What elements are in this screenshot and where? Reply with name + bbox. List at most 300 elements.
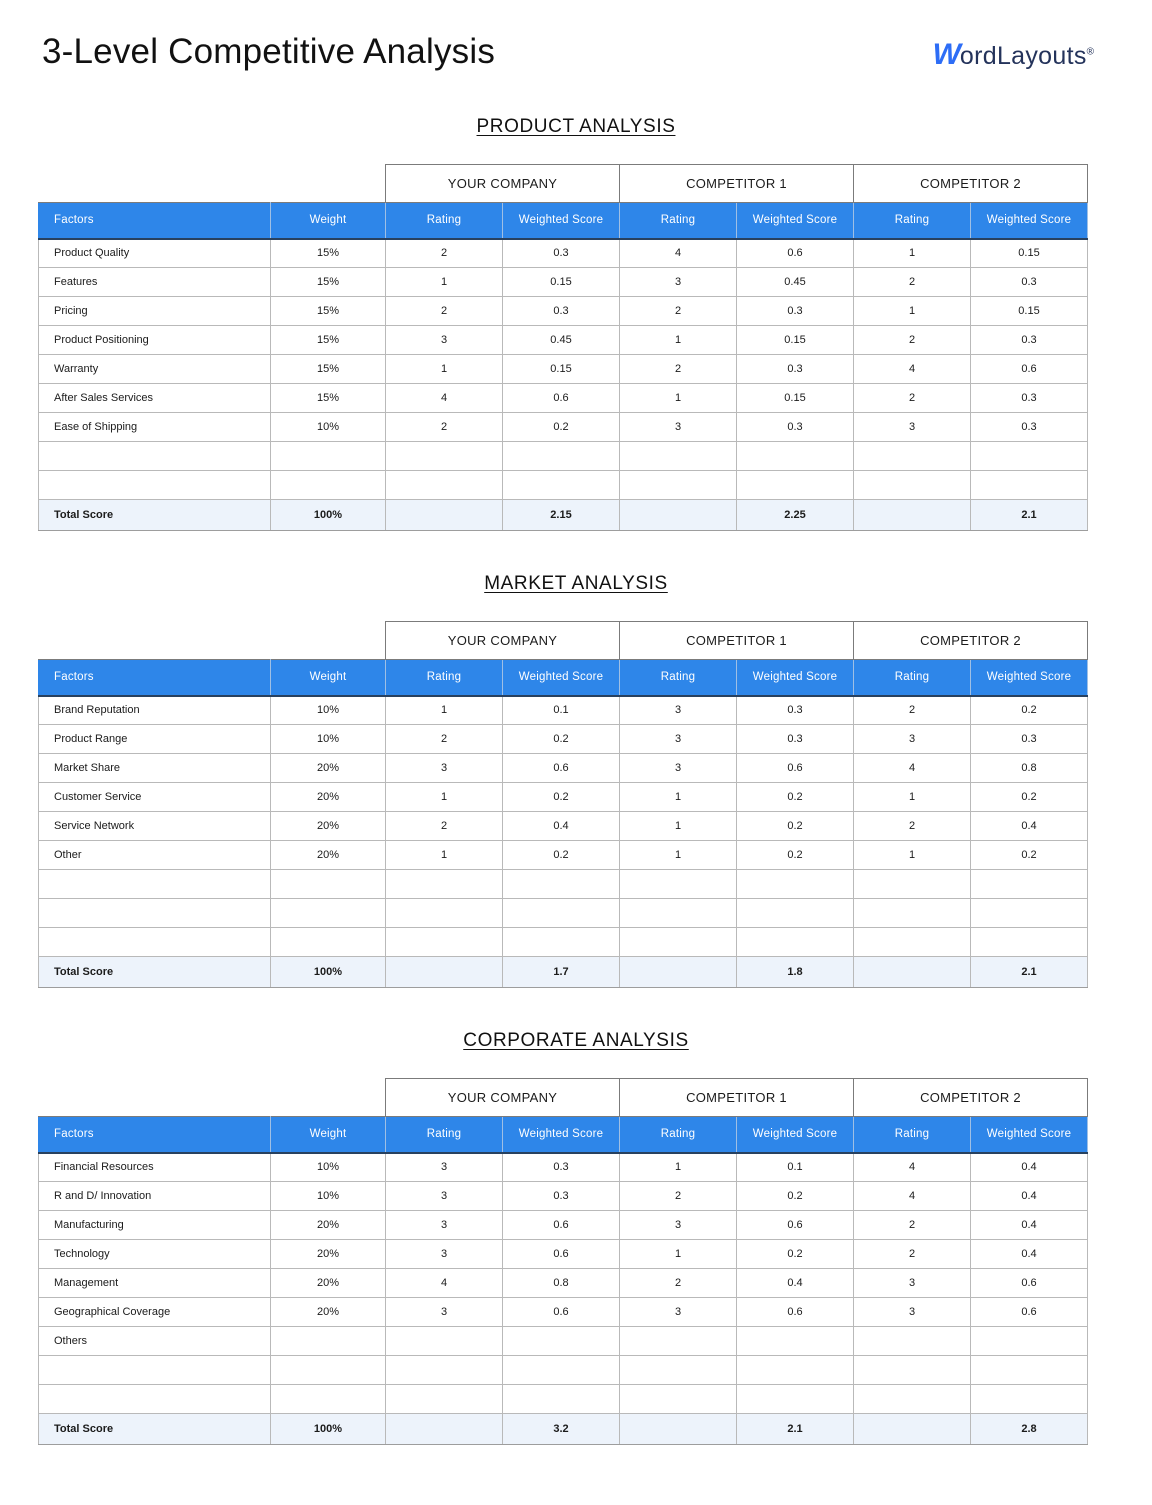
weighted-score-cell: 0.45 [737, 268, 854, 297]
weighted-score-header-cell: Weighted Score [737, 660, 854, 696]
company-header-cell: YOUR COMPANY [386, 165, 620, 203]
weighted-score-cell: 0.6 [971, 1269, 1088, 1298]
rating-cell: 1 [386, 783, 503, 812]
rating-cell: 3 [386, 1298, 503, 1327]
weighted-score-cell: 0.2 [737, 841, 854, 870]
rating-cell: 3 [620, 1298, 737, 1327]
empty-cell [503, 1356, 620, 1385]
factor-row [39, 1182, 1088, 1211]
factor-name-cell: Manufacturing [39, 1211, 271, 1240]
header-spacer-cell [39, 622, 386, 660]
rating-cell: 1 [620, 841, 737, 870]
weight-header-cell: Weight [271, 1117, 386, 1153]
company-header-cell: COMPETITOR 1 [620, 1079, 854, 1117]
factor-row [39, 413, 1088, 442]
rating-header-cell: Rating [386, 1117, 503, 1153]
weighted-score-cell: 0.2 [737, 1240, 854, 1269]
weight-cell: 15% [271, 268, 386, 297]
empty-cell [620, 1356, 737, 1385]
document-body [0, 116, 1152, 1505]
table-body [39, 696, 1088, 988]
rating-cell: 2 [620, 297, 737, 326]
total-score-cell: 2.1 [971, 957, 1088, 988]
empty-row [39, 471, 1088, 500]
weight-cell [271, 1327, 386, 1356]
weighted-score-cell: 0.1 [737, 1153, 854, 1182]
weight-cell: 15% [271, 384, 386, 413]
weighted-score-cell: 0.6 [971, 355, 1088, 384]
weighted-score-cell: 0.2 [971, 696, 1088, 725]
total-rating-cell [386, 500, 503, 531]
weighted-score-header-cell: Weighted Score [737, 1117, 854, 1153]
rating-cell [620, 1327, 737, 1356]
empty-row [39, 928, 1088, 957]
weighted-score-cell: 0.15 [971, 297, 1088, 326]
weighted-score-cell [737, 1327, 854, 1356]
rating-cell: 3 [620, 725, 737, 754]
factor-name-cell: Features [39, 268, 271, 297]
empty-cell [854, 928, 971, 957]
rating-cell [386, 1327, 503, 1356]
total-score-cell: 2.25 [737, 500, 854, 531]
rating-header-cell: Rating [386, 660, 503, 696]
rating-cell: 2 [854, 268, 971, 297]
header-spacer-cell [39, 1079, 386, 1117]
rating-header-cell: Rating [620, 1117, 737, 1153]
factor-name-cell: Pricing [39, 297, 271, 326]
total-score-cell: 2.8 [971, 1414, 1088, 1445]
factor-row [39, 1269, 1088, 1298]
table-body [39, 1153, 1088, 1445]
company-header-cell: YOUR COMPANY [386, 1079, 620, 1117]
weighted-score-cell: 0.4 [737, 1269, 854, 1298]
rating-cell: 3 [386, 1240, 503, 1269]
total-rating-cell [854, 957, 971, 988]
rating-cell: 3 [620, 754, 737, 783]
factor-name-cell [39, 442, 271, 471]
total-weight-cell: 100% [271, 1414, 386, 1445]
weighted-score-header-cell: Weighted Score [971, 203, 1088, 239]
weight-cell: 20% [271, 1240, 386, 1269]
section-heading: PRODUCT ANALYSIS [476, 116, 676, 137]
weighted-score-cell: 0.4 [971, 1211, 1088, 1240]
factor-name-cell: Product Positioning [39, 326, 271, 355]
empty-cell [971, 1356, 1088, 1385]
analysis-table [38, 621, 1088, 988]
weighted-score-cell: 0.3 [971, 384, 1088, 413]
weighted-score-cell: 0.15 [737, 384, 854, 413]
rating-cell: 2 [620, 1269, 737, 1298]
rating-cell: 2 [386, 239, 503, 268]
weight-cell: 20% [271, 1298, 386, 1327]
weight-cell: 15% [271, 355, 386, 384]
empty-cell [271, 870, 386, 899]
total-score-cell: 1.8 [737, 957, 854, 988]
weight-cell: 20% [271, 1211, 386, 1240]
factor-name-cell: Ease of Shipping [39, 413, 271, 442]
company-header-cell: COMPETITOR 2 [854, 1079, 1088, 1117]
factors-header-cell: Factors [39, 1117, 271, 1153]
empty-cell [737, 1385, 854, 1414]
empty-row [39, 1356, 1088, 1385]
rating-cell: 2 [854, 384, 971, 413]
factor-name-cell [39, 471, 271, 500]
weighted-score-cell: 0.15 [503, 268, 620, 297]
rating-header-cell: Rating [854, 203, 971, 239]
empty-cell [737, 899, 854, 928]
weighted-score-cell: 0.4 [503, 812, 620, 841]
factor-row [39, 754, 1088, 783]
weight-cell: 20% [271, 783, 386, 812]
rating-cell: 4 [854, 1153, 971, 1182]
empty-cell [971, 1385, 1088, 1414]
rating-cell: 1 [620, 1240, 737, 1269]
weighted-score-header-cell: Weighted Score [971, 660, 1088, 696]
factor-row [39, 384, 1088, 413]
company-header-cell: YOUR COMPANY [386, 622, 620, 660]
rating-cell: 3 [620, 1211, 737, 1240]
rating-header-cell: Rating [386, 203, 503, 239]
empty-cell [386, 471, 503, 500]
weighted-score-cell: 0.3 [737, 355, 854, 384]
empty-cell [620, 899, 737, 928]
rating-cell: 1 [620, 326, 737, 355]
rating-cell: 4 [620, 239, 737, 268]
empty-cell [737, 471, 854, 500]
total-weight-cell: 100% [271, 957, 386, 988]
empty-row [39, 1385, 1088, 1414]
rating-cell: 3 [854, 413, 971, 442]
weighted-score-cell: 0.2 [503, 725, 620, 754]
weighted-score-cell: 0.2 [503, 841, 620, 870]
company-header-row [39, 1079, 1088, 1117]
logo-w-mark: W [932, 38, 961, 71]
empty-cell [854, 1356, 971, 1385]
rating-cell: 1 [386, 268, 503, 297]
rating-cell: 4 [854, 754, 971, 783]
factor-name-cell [39, 928, 271, 957]
rating-cell: 1 [620, 1153, 737, 1182]
empty-cell [386, 870, 503, 899]
registered-trademark-icon: ® [1086, 46, 1094, 58]
weighted-score-cell: 0.6 [503, 1298, 620, 1327]
empty-cell [386, 1385, 503, 1414]
weighted-score-cell: 0.3 [737, 297, 854, 326]
weighted-score-cell [971, 1327, 1088, 1356]
table-body [39, 239, 1088, 531]
weight-cell: 10% [271, 1182, 386, 1211]
empty-cell [971, 442, 1088, 471]
total-score-row [39, 500, 1088, 531]
weighted-score-cell: 0.3 [503, 1153, 620, 1182]
total-score-cell: 2.1 [737, 1414, 854, 1445]
company-header-cell: COMPETITOR 2 [854, 622, 1088, 660]
weighted-score-cell: 0.2 [971, 783, 1088, 812]
total-score-row [39, 1414, 1088, 1445]
factor-name-cell [39, 899, 271, 928]
empty-cell [271, 471, 386, 500]
rating-cell: 1 [620, 783, 737, 812]
rating-cell: 1 [620, 384, 737, 413]
rating-cell: 3 [620, 268, 737, 297]
factor-row [39, 841, 1088, 870]
weighted-score-cell: 0.6 [503, 1240, 620, 1269]
empty-row [39, 442, 1088, 471]
rating-cell: 1 [386, 696, 503, 725]
weighted-score-cell: 0.2 [737, 1182, 854, 1211]
empty-cell [737, 928, 854, 957]
rating-cell: 3 [854, 725, 971, 754]
rating-cell: 4 [854, 1182, 971, 1211]
weighted-score-cell: 0.15 [971, 239, 1088, 268]
weight-cell: 10% [271, 725, 386, 754]
total-rating-cell [386, 957, 503, 988]
factor-name-cell: Others [39, 1327, 271, 1356]
weighted-score-cell: 0.4 [971, 1240, 1088, 1269]
factor-row [39, 355, 1088, 384]
rating-cell: 3 [386, 754, 503, 783]
factor-row [39, 812, 1088, 841]
weight-header-cell: Weight [271, 203, 386, 239]
factor-row [39, 725, 1088, 754]
weighted-score-cell: 0.3 [971, 725, 1088, 754]
weighted-score-cell: 0.3 [503, 1182, 620, 1211]
rating-header-cell: Rating [854, 1117, 971, 1153]
factor-row [39, 268, 1088, 297]
rating-cell: 2 [854, 1240, 971, 1269]
weighted-score-cell: 0.15 [503, 355, 620, 384]
factor-name-cell: Technology [39, 1240, 271, 1269]
weighted-score-cell: 0.1 [503, 696, 620, 725]
empty-cell [271, 1385, 386, 1414]
rating-cell: 1 [854, 297, 971, 326]
weight-cell: 15% [271, 297, 386, 326]
weighted-score-cell: 0.2 [971, 841, 1088, 870]
weighted-score-cell: 0.4 [971, 812, 1088, 841]
weighted-score-cell: 0.2 [503, 783, 620, 812]
company-header-cell: COMPETITOR 1 [620, 165, 854, 203]
weighted-score-cell: 0.6 [737, 1211, 854, 1240]
column-header-row [39, 203, 1088, 239]
total-score-cell: 2.1 [971, 500, 1088, 531]
factor-name-cell: Product Quality [39, 239, 271, 268]
empty-cell [386, 1356, 503, 1385]
rating-header-cell: Rating [620, 203, 737, 239]
empty-cell [737, 1356, 854, 1385]
empty-cell [503, 928, 620, 957]
weighted-score-header-cell: Weighted Score [503, 203, 620, 239]
weighted-score-cell: 0.3 [737, 413, 854, 442]
company-header-cell: COMPETITOR 2 [854, 165, 1088, 203]
total-rating-cell [854, 1414, 971, 1445]
page-title: 3-Level Competitive Analysis [42, 32, 496, 71]
weighted-score-cell: 0.2 [737, 783, 854, 812]
rating-cell: 4 [854, 355, 971, 384]
factor-row [39, 297, 1088, 326]
empty-cell [971, 471, 1088, 500]
weighted-score-cell: 0.8 [971, 754, 1088, 783]
logo-wordmark: ordLayouts [959, 42, 1087, 70]
weighted-score-cell: 0.6 [737, 754, 854, 783]
weight-cell: 15% [271, 239, 386, 268]
rating-cell: 2 [386, 297, 503, 326]
weight-header-cell: Weight [271, 660, 386, 696]
factor-row [39, 326, 1088, 355]
factor-name-cell: Geographical Coverage [39, 1298, 271, 1327]
company-header-cell: COMPETITOR 1 [620, 622, 854, 660]
weighted-score-header-cell: Weighted Score [737, 203, 854, 239]
weighted-score-cell: 0.4 [971, 1182, 1088, 1211]
empty-cell [971, 899, 1088, 928]
empty-cell [503, 442, 620, 471]
empty-cell [386, 442, 503, 471]
factor-row [39, 1153, 1088, 1182]
factor-name-cell: Management [39, 1269, 271, 1298]
empty-cell [737, 442, 854, 471]
empty-cell [503, 1385, 620, 1414]
empty-cell [854, 442, 971, 471]
rating-header-cell: Rating [620, 660, 737, 696]
rating-cell: 3 [854, 1298, 971, 1327]
empty-cell [503, 899, 620, 928]
rating-cell: 2 [386, 725, 503, 754]
empty-cell [620, 928, 737, 957]
rating-cell: 1 [620, 812, 737, 841]
empty-row [39, 870, 1088, 899]
total-label-cell: Total Score [39, 500, 271, 531]
company-header-row [39, 622, 1088, 660]
rating-cell: 2 [386, 413, 503, 442]
empty-cell [503, 471, 620, 500]
column-header-row [39, 660, 1088, 696]
wordlayouts-logo [933, 32, 1094, 72]
total-rating-cell [620, 957, 737, 988]
weighted-score-header-cell: Weighted Score [503, 1117, 620, 1153]
column-header-row [39, 1117, 1088, 1153]
weighted-score-cell: 0.3 [971, 413, 1088, 442]
empty-cell [271, 899, 386, 928]
weighted-score-cell: 0.3 [971, 326, 1088, 355]
empty-cell [271, 928, 386, 957]
weight-cell: 20% [271, 812, 386, 841]
weighted-score-cell: 0.2 [503, 413, 620, 442]
rating-cell: 3 [854, 1269, 971, 1298]
factor-row [39, 696, 1088, 725]
empty-cell [971, 928, 1088, 957]
weighted-score-cell: 0.6 [737, 239, 854, 268]
analysis-section [0, 116, 1152, 531]
factor-name-cell [39, 1356, 271, 1385]
factor-name-cell: Financial Resources [39, 1153, 271, 1182]
total-weight-cell: 100% [271, 500, 386, 531]
empty-cell [854, 899, 971, 928]
total-score-cell: 2.15 [503, 500, 620, 531]
weighted-score-cell: 0.4 [971, 1153, 1088, 1182]
weight-cell: 15% [271, 326, 386, 355]
weighted-score-cell: 0.3 [737, 725, 854, 754]
rating-cell: 3 [386, 1182, 503, 1211]
empty-cell [386, 899, 503, 928]
header-spacer-cell [39, 165, 386, 203]
rating-cell: 1 [386, 841, 503, 870]
empty-cell [620, 870, 737, 899]
total-label-cell: Total Score [39, 1414, 271, 1445]
factor-name-cell: Product Range [39, 725, 271, 754]
total-score-cell: 3.2 [503, 1414, 620, 1445]
weight-cell: 20% [271, 754, 386, 783]
weight-cell: 10% [271, 413, 386, 442]
factor-name-cell [39, 1385, 271, 1414]
rating-cell: 1 [854, 239, 971, 268]
empty-cell [386, 928, 503, 957]
weighted-score-cell: 0.3 [503, 239, 620, 268]
weighted-score-cell: 0.6 [503, 1211, 620, 1240]
factor-name-cell: Warranty [39, 355, 271, 384]
factor-name-cell [39, 870, 271, 899]
total-label-cell: Total Score [39, 957, 271, 988]
empty-cell [854, 870, 971, 899]
total-score-cell: 1.7 [503, 957, 620, 988]
weight-cell: 10% [271, 1153, 386, 1182]
rating-cell: 1 [386, 355, 503, 384]
analysis-table [38, 1078, 1088, 1445]
rating-cell: 2 [854, 696, 971, 725]
weighted-score-header-cell: Weighted Score [971, 1117, 1088, 1153]
weight-cell: 20% [271, 1269, 386, 1298]
company-header-row [39, 165, 1088, 203]
rating-cell: 2 [620, 355, 737, 384]
total-score-row [39, 957, 1088, 988]
weighted-score-cell: 0.3 [737, 696, 854, 725]
rating-cell: 3 [386, 1153, 503, 1182]
weighted-score-cell: 0.6 [971, 1298, 1088, 1327]
weighted-score-cell [503, 1327, 620, 1356]
empty-cell [620, 471, 737, 500]
rating-cell: 2 [620, 1182, 737, 1211]
rating-cell: 4 [386, 1269, 503, 1298]
factor-name-cell: After Sales Services [39, 384, 271, 413]
total-rating-cell [620, 500, 737, 531]
empty-cell [971, 870, 1088, 899]
rating-cell: 1 [854, 783, 971, 812]
weighted-score-cell: 0.45 [503, 326, 620, 355]
weighted-score-cell: 0.6 [503, 754, 620, 783]
factor-row [39, 1211, 1088, 1240]
rating-cell: 2 [386, 812, 503, 841]
empty-cell [737, 870, 854, 899]
empty-cell [854, 1385, 971, 1414]
rating-header-cell: Rating [854, 660, 971, 696]
empty-row [39, 899, 1088, 928]
total-rating-cell [620, 1414, 737, 1445]
empty-cell [271, 1356, 386, 1385]
rating-cell: 3 [620, 696, 737, 725]
total-rating-cell [386, 1414, 503, 1445]
analysis-section [0, 1030, 1152, 1445]
weight-cell: 20% [271, 841, 386, 870]
rating-cell: 2 [854, 812, 971, 841]
factor-row [39, 239, 1088, 268]
rating-cell: 2 [854, 326, 971, 355]
rating-cell: 3 [620, 413, 737, 442]
factor-row [39, 783, 1088, 812]
factor-row [39, 1298, 1088, 1327]
empty-cell [620, 442, 737, 471]
factors-header-cell: Factors [39, 203, 271, 239]
section-heading: MARKET ANALYSIS [484, 573, 668, 594]
weight-cell: 10% [271, 696, 386, 725]
factors-header-cell: Factors [39, 660, 271, 696]
